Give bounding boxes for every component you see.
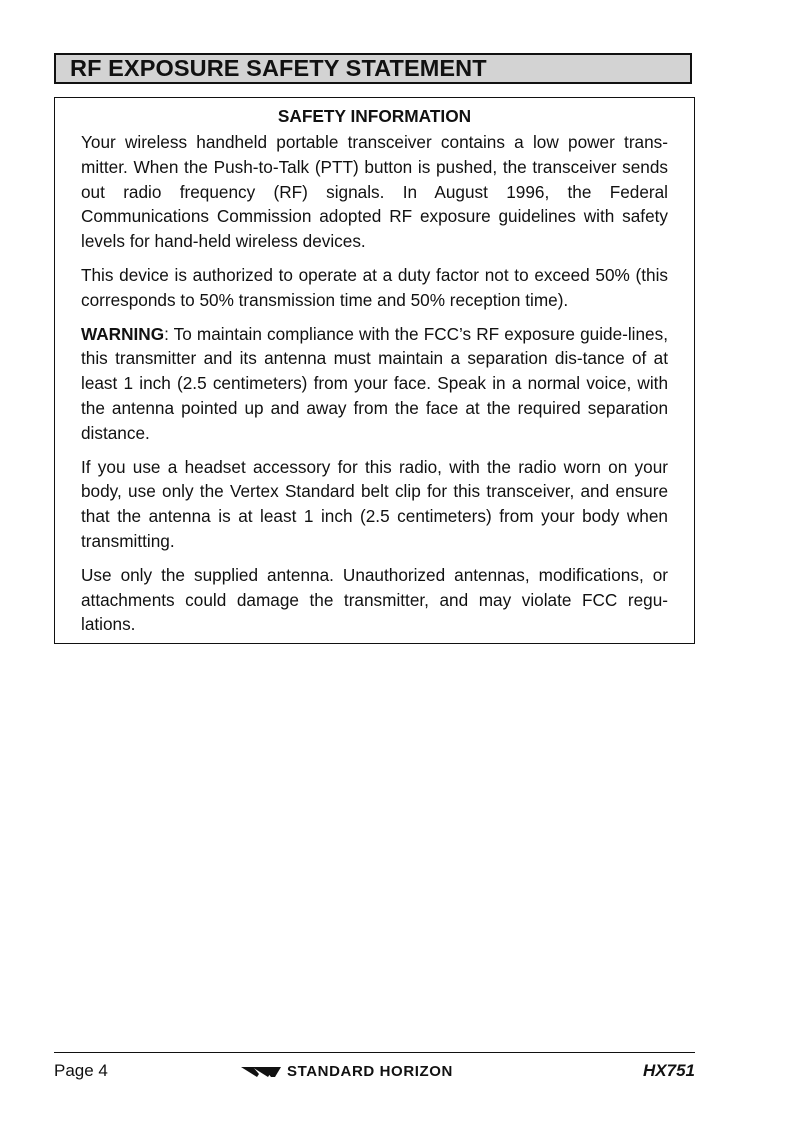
safety-information-box xyxy=(54,97,695,644)
safety-heading: SAFETY INFORMATION xyxy=(277,106,472,126)
brand-logo xyxy=(241,1062,453,1082)
paragraph-transceiver: Your wireless handheld portable transceiver contains a low power trans-mitter. When the Push-to-Talk (PTT) button is pushed, the transceiver sends out radio frequency (RF) signals. In August 1996, the Federal Communications Commission adopted RF exposure guidelines with safety levels for hand-held wireless devices. xyxy=(81,132,668,252)
paragraph-antenna: Use only the supplied antenna. Unauthorized antennas, modifications, or attachments could damage the transmitter, and may violate FCC regu-lations. xyxy=(81,564,668,635)
warning-label: WARNING xyxy=(81,323,165,344)
paragraph-warning xyxy=(81,322,668,446)
page-title: RF EXPOSURE SAFETY STATEMENT xyxy=(70,54,487,81)
footer-divider xyxy=(54,1052,695,1053)
model-name: HX751 xyxy=(643,1061,695,1080)
warning-text: : To maintain compliance with the FCC’s RF exposure guide-lines, this transmitter and its antenna must maintain a separation dis-tance of at least 1 inch (2.5 centimeters) from your face. Speak in a normal voice, with the antenna pointed up and away from the face at the required separation distance. xyxy=(81,323,668,443)
standard-horizon-logo-icon xyxy=(241,1066,281,1078)
paragraph-duty-factor: This device is authorized to operate at a duty factor not to exceed 50% (this corresponds to 50% transmission time and 50% reception time). xyxy=(81,264,668,310)
section-title-bar xyxy=(54,53,692,84)
brand-name: STANDARD HORIZON xyxy=(287,1063,453,1080)
paragraph-headset: If you use a headset accessory for this radio, with the radio worn on your body, use only the Vertex Standard belt clip for this transceiver, and ensure that the antenna is at least 1 inch (2.5 centimeters) from your body when transmitting. xyxy=(81,456,668,551)
page-number: Page 4 xyxy=(54,1061,108,1080)
